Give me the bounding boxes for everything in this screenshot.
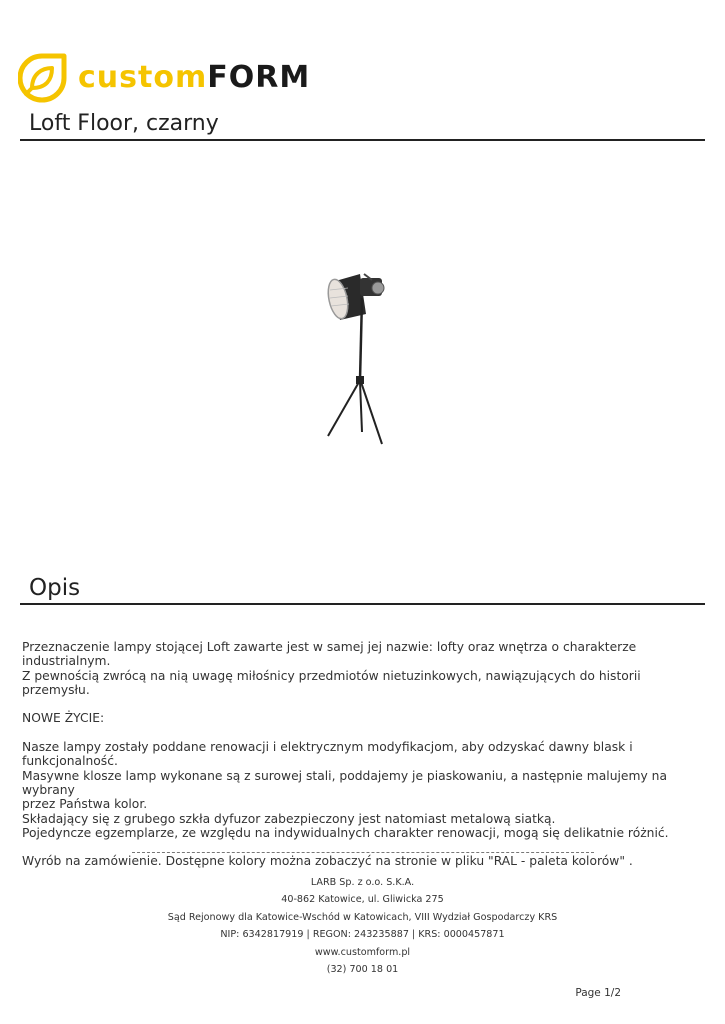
description-line: Składający się z grubego szkła dyfuzor zabezpieczony jest natomiast metalową siatką. — [22, 811, 556, 826]
description-line: Z pewnością zwrócą na nią uwagę miłośnicy przedmiotów nietuzinkowych, nawiązujących do historii przemysłu. — [22, 668, 641, 697]
footer-address: 40-862 Katowice, ul. Gliwicka 275 — [281, 894, 444, 906]
footer-phone: (32) 700 18 01 — [326, 964, 399, 976]
wordmark-custom: custom — [78, 60, 208, 95]
footer-website: www.customform.pl — [314, 946, 411, 958]
description-body — [22, 640, 712, 869]
product-title: Loft Floor, czarny — [29, 111, 219, 136]
description-line: Nasze lampy zostały poddane renowacji i elektrycznym modyfikacjom, aby odzyskać dawny blask i funkcjonalność. — [22, 740, 633, 769]
description-line: Przeznaczenie lampy stojącej Loft zawarte jest w samej jej nazwie: lofty oraz wnętrza o charakterze industrialnym. — [22, 640, 637, 669]
description-heading: Opis — [29, 575, 81, 601]
footer-ids: NIP: 6342817919 | REGON: 243235887 | KRS: 0000457871 — [220, 929, 505, 941]
description-divider — [20, 603, 705, 605]
description-line: Pojedyncze egzemplarze, ze względu na indywidualnych charakter renowacji, mogą się delikatnie różnić. — [22, 825, 669, 840]
company-footer — [0, 874, 725, 978]
brand-wordmark — [78, 58, 310, 98]
title-divider — [20, 139, 705, 141]
description-line: Masywne klosze lamp wykonane są z surowej stali, poddajemy je piaskowaniu, a następnie malujemy na wybrany — [22, 768, 667, 797]
wordmark-form: FORM — [207, 60, 311, 95]
description-line: przez Państwa kolor. — [22, 797, 148, 812]
description-subheading: NOWE ŻYCIE: — [22, 711, 105, 726]
leaf-circle-logo-icon — [18, 50, 68, 108]
floor-lamp-photo — [318, 268, 398, 450]
brand-logo — [18, 50, 311, 108]
page-number: Page 1/2 — [575, 987, 621, 999]
footer-company: LARB Sp. z o.o. S.K.A. — [310, 877, 415, 888]
description-order-note: Wyrób na zamówienie. Dostępne kolory można zobaczyć na stronie w pliku "RAL - paleta kolorów" . — [22, 854, 633, 869]
footer-separator — [132, 852, 594, 853]
footer-court: Sąd Rejonowy dla Katowice-Wschód w Katowicach, VIII Wydział Gospodarczy KRS — [167, 911, 558, 923]
